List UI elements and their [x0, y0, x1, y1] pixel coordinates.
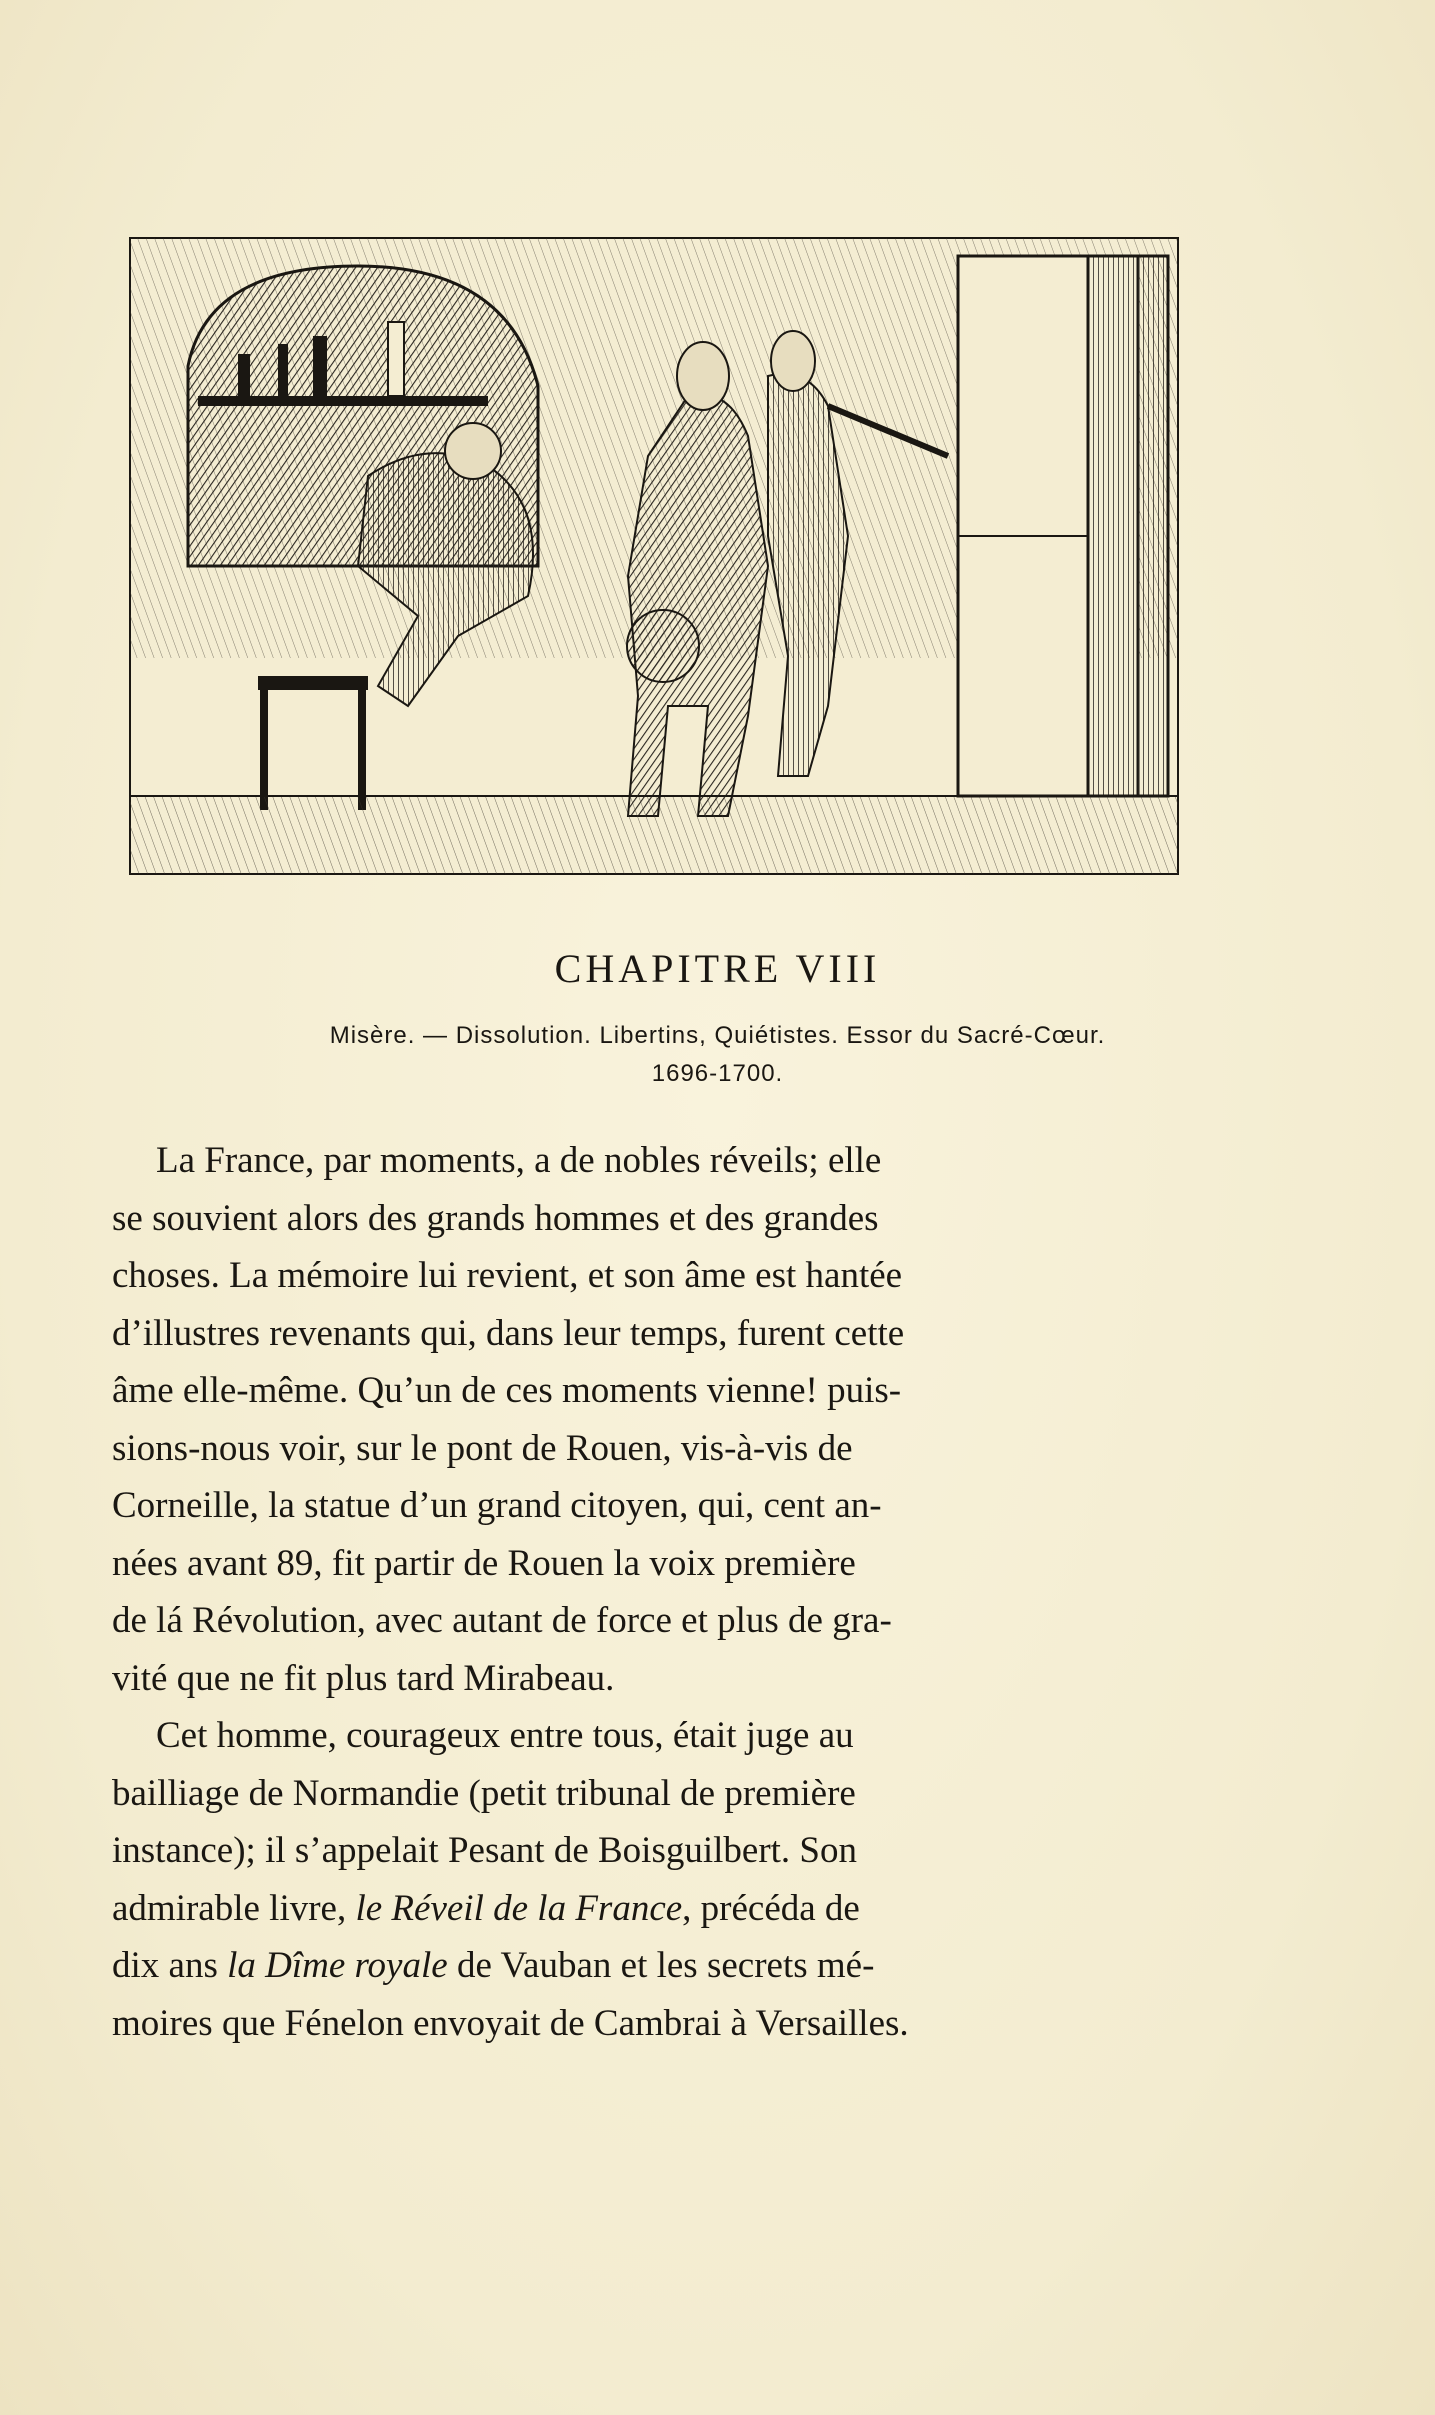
line-text: se souvient alors des grands hommes et des grandes [112, 1197, 879, 1239]
line-text: La France, par moments, a de nobles réveils; elle [156, 1140, 882, 1181]
book-title: le Réveil de la France [355, 1887, 683, 1929]
line-text: instance); il s’appelait Pesant de Boisguilbert. Son [112, 1830, 858, 1871]
text-line [112, 1535, 1177, 1593]
line-text: Cet homme, courageux entre tous, était juge au [156, 1715, 854, 1756]
text-line [112, 1880, 1177, 1938]
line-text: Corneille, la statue d’un grand citoyen, qui, cent an- [112, 1485, 882, 1526]
line-text: nées avant 89, fit partir de Rouen la voix première [112, 1542, 856, 1584]
chapter-summary: Misère. — Dissolution. Libertins, Quiétistes. Essor du Sacré-Cœur. [329, 1022, 1106, 1049]
text-line [112, 1822, 1177, 1880]
text-line [112, 1420, 1177, 1478]
chapter-illustration [128, 236, 1180, 878]
text-line [112, 1707, 1177, 1765]
chapter-dates: 1696-1700. [651, 1060, 784, 1087]
line-text: de Vauban et les secrets mé- [447, 1945, 875, 1986]
text-line [112, 1247, 1177, 1305]
text-line [112, 1937, 1177, 1995]
line-text: moires que Fénelon envoyait de Cambrai à Versailles. [112, 2002, 909, 2044]
text-line [112, 1995, 1177, 2053]
line-text: vité que ne fit plus tard Mirabeau. [112, 1657, 615, 1699]
text-line [112, 1190, 1177, 1248]
line-text: de lá Révolution, avec autant de force et plus de gra- [112, 1600, 892, 1641]
body-text [112, 1132, 1177, 2052]
line-text: bailliage de Normandie (petit tribunal de première [112, 1772, 856, 1814]
chapter-title: CHAPITRE VIII [554, 946, 881, 991]
line-text: d’illustres revenants qui, dans leur temps, furent cette [112, 1312, 905, 1354]
book-title: la Dîme royale [227, 1945, 448, 1986]
text-line [112, 1592, 1177, 1650]
text-line [112, 1650, 1177, 1708]
line-text: sions-nous voir, sur le pont de Rouen, vis-à-vis de [112, 1427, 853, 1469]
line-text: âme elle-même. Qu’un de ces moments vienne! puis- [112, 1370, 902, 1411]
line-text: dix ans [112, 1945, 228, 1986]
line-text: choses. La mémoire lui revient, et son âme est hantée [112, 1255, 903, 1296]
text-line [112, 1362, 1177, 1420]
text-line [112, 1477, 1177, 1535]
text-line [112, 1305, 1177, 1363]
line-text: , précéda de [682, 1887, 860, 1929]
text-line [112, 1765, 1177, 1823]
line-text: admirable livre, [112, 1887, 356, 1929]
text-line [112, 1132, 1177, 1190]
